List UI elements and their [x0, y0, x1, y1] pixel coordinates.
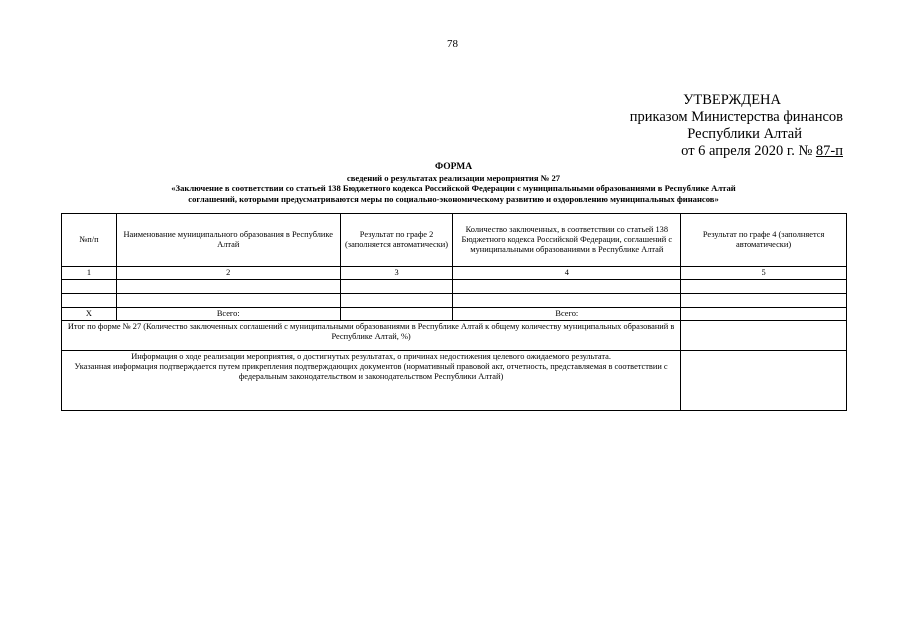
column-number: 4 — [453, 267, 681, 280]
form-subtitle: сведений о результатах реализации мероприятия № 27 — [346, 172, 561, 183]
column-number: 5 — [681, 267, 847, 280]
header-cell-result-col2: Результат по графе 2 (заполняется автоматически) — [340, 214, 453, 267]
table-cell — [116, 294, 340, 308]
table-row — [62, 294, 847, 308]
table-cell — [340, 308, 453, 321]
table-cell — [681, 280, 847, 294]
approval-date: от 6 апреля 2020 г. № — [681, 143, 816, 159]
info-text-line1: Информация о ходе реализации мероприятия, о достигнутых результатах, о причинах недостижения целевого ожидаемого результата. — [131, 352, 611, 361]
summary-value-cell — [681, 321, 847, 351]
form-header — [60, 162, 847, 204]
approval-date-line — [583, 143, 843, 160]
table-cell — [62, 294, 117, 308]
approval-order-line: приказом Министерства финансов — [629, 109, 843, 125]
table-cell — [116, 280, 340, 294]
approval-order-number: 87-п — [815, 143, 843, 159]
info-text-line2: Указанная информация подтверждается путем прикрепления подтверждающих документов (нормативный правовой акт, отчетность, представляемая в соответствии с федеральным законодательством и законодательством Республики Алтай) — [74, 362, 668, 381]
summary-text: Итог по форме № 27 (Количество заключенных соглашений с муниципальными образованиями в Республике Алтай к общему количеству муниципальных образований в Республике Алтай, %) — [62, 321, 681, 351]
table-row — [62, 280, 847, 294]
total-marker: Х — [62, 308, 117, 321]
column-number: 1 — [62, 267, 117, 280]
approval-republic-line: Республики Алтай — [687, 126, 802, 142]
header-cell-result-col4: Результат по графе 4 (заполняется автоматически) — [681, 214, 847, 267]
form-description-line1: «Заключение в соответствии со статьей 138 Бюджетного кодекса Российской Федерации с муниципальными образованиями в Республике Алтай — [171, 183, 736, 193]
page-number: 78 — [447, 38, 458, 50]
table-cell — [340, 294, 453, 308]
approval-title: УТВЕРЖДЕНА — [683, 92, 781, 108]
form-description-line2: соглашений, которыми предусматриваются меры по социально-экономическому развитию и оздоровлению муниципальных финансов» — [188, 193, 719, 204]
column-numbers-row — [62, 267, 847, 280]
table-cell — [453, 280, 681, 294]
table-cell — [681, 294, 847, 308]
summary-row — [62, 321, 847, 351]
header-cell-agreements-count: Количество заключенных, в соответствии со статьей 138 Бюджетного кодекса Российской Федерации, соглашений с муниципальными образованиями в Республике Алтай — [453, 214, 681, 267]
table-header-row — [62, 214, 847, 267]
header-cell-number: №п/п — [62, 214, 117, 267]
table-cell — [453, 294, 681, 308]
form-title: ФОРМА — [434, 162, 473, 172]
total-row — [62, 308, 847, 321]
info-row — [62, 351, 847, 411]
approval-block — [583, 92, 843, 160]
total-label-col2: Всего: — [116, 308, 340, 321]
total-label-col4: Всего: — [453, 308, 681, 321]
table-cell — [340, 280, 453, 294]
table-cell — [62, 280, 117, 294]
column-number: 2 — [116, 267, 340, 280]
column-number: 3 — [340, 267, 453, 280]
table-cell — [681, 308, 847, 321]
header-cell-municipality: Наименование муниципального образования в Республике Алтай — [116, 214, 340, 267]
report-table — [61, 213, 847, 411]
info-text — [62, 351, 681, 411]
info-value-cell — [681, 351, 847, 411]
